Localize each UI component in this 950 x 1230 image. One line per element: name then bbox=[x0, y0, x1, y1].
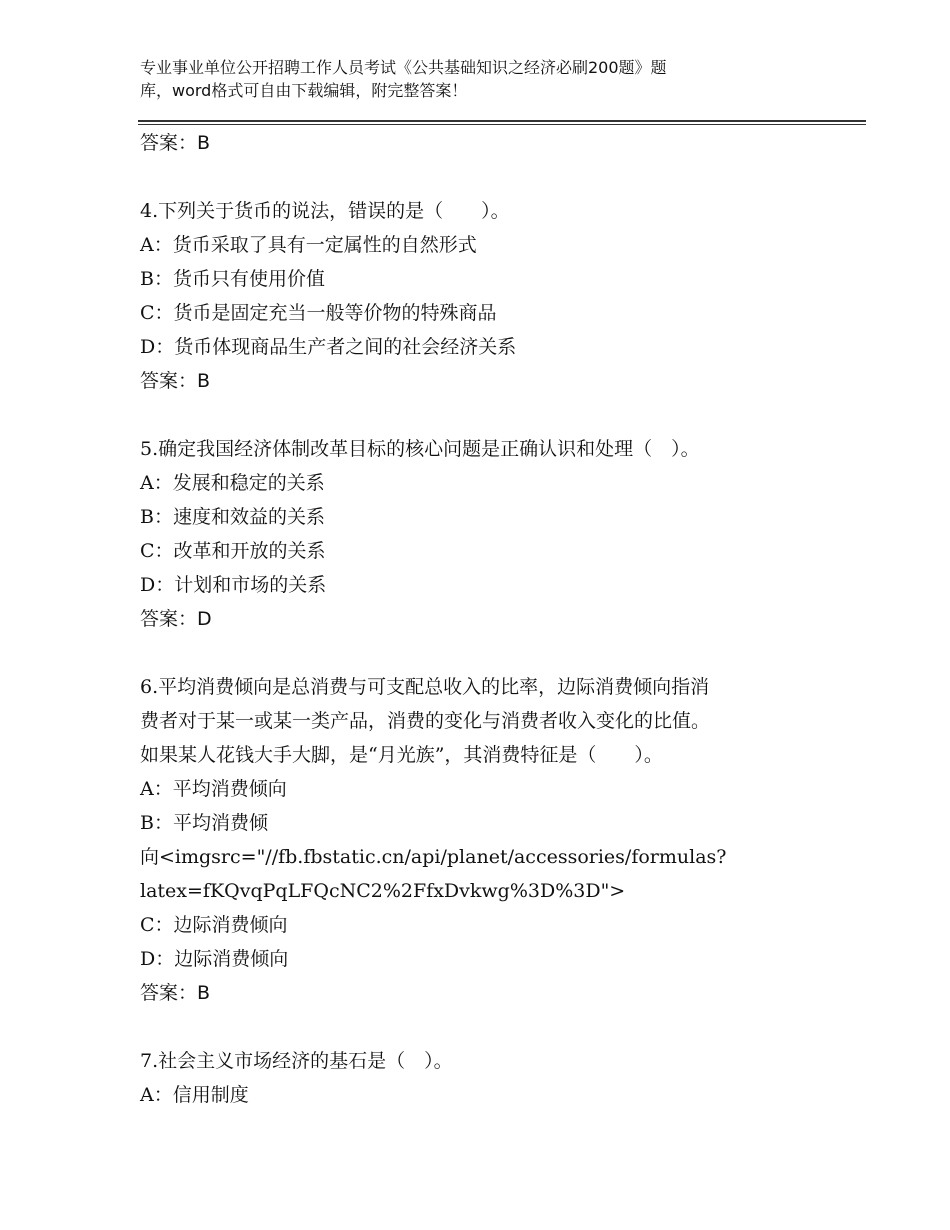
option-a: A：货币采取了具有一定属性的自然形式 bbox=[140, 234, 477, 256]
question-6 bbox=[140, 670, 820, 1010]
answer-line: 答案：D bbox=[140, 608, 212, 630]
option-c: C：边际消费倾向 bbox=[140, 914, 288, 936]
option-b: B：平均消费倾 bbox=[140, 812, 268, 834]
option-a: A：发展和稳定的关系 bbox=[140, 472, 325, 494]
header-line-2: 库，word格式可自由下载编辑，附完整答案！ bbox=[140, 81, 468, 100]
option-b-continued-1: 向<imgsrc="//fb.fbstatic.cn/api/planet/accessories/formulas? bbox=[140, 846, 727, 868]
answer-line: 答案：B bbox=[140, 982, 211, 1004]
document-header bbox=[140, 56, 780, 102]
document-body bbox=[140, 126, 820, 1112]
option-a: A：信用制度 bbox=[140, 1084, 249, 1106]
question-stem: 4.下列关于货币的说法，错误的是（ ）。 bbox=[140, 200, 510, 222]
question-5 bbox=[140, 432, 820, 636]
option-d: D：边际消费倾向 bbox=[140, 948, 289, 970]
question-7 bbox=[140, 1044, 820, 1112]
question-stem: 7.社会主义市场经济的基石是（ ）。 bbox=[140, 1050, 453, 1072]
question-stem: 5.确定我国经济体制改革目标的核心问题是正确认识和处理（ ）。 bbox=[140, 438, 700, 460]
question-stem-line-3: 如果某人花钱大手大脚，是“月光族”，其消费特征是（ ）。 bbox=[140, 744, 663, 766]
option-b: B：货币只有使用价值 bbox=[140, 268, 325, 290]
header-line-1: 专业事业单位公开招聘工作人员考试《公共基础知识之经济必刷200题》题 bbox=[140, 58, 667, 77]
option-c: C：改革和开放的关系 bbox=[140, 540, 326, 562]
question-stem-line-2: 费者对于某一或某一类产品，消费的变化与消费者收入变化的比值。 bbox=[140, 710, 711, 732]
option-b-continued-2: latex=fKQvqPqLFQcNC2%2FfxDvkwg%3D%3D"> bbox=[140, 880, 626, 902]
answer-line: 答案：B bbox=[140, 370, 211, 392]
question-4 bbox=[140, 194, 820, 398]
answer-line: 答案：B bbox=[140, 132, 211, 154]
option-d: D：货币体现商品生产者之间的社会经济关系 bbox=[140, 336, 517, 358]
option-a: A：平均消费倾向 bbox=[140, 778, 287, 800]
header-divider-thin bbox=[138, 124, 866, 125]
question-stem-line-1: 6.平均消费倾向是总消费与可支配总收入的比率，边际消费倾向指消 bbox=[140, 676, 710, 698]
option-d: D：计划和市场的关系 bbox=[140, 574, 327, 596]
header-divider bbox=[138, 120, 866, 122]
option-b: B：速度和效益的关系 bbox=[140, 506, 325, 528]
option-c: C：货币是固定充当一般等价物的特殊商品 bbox=[140, 302, 497, 324]
